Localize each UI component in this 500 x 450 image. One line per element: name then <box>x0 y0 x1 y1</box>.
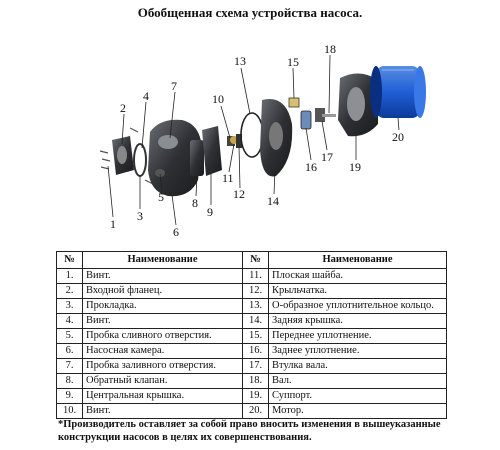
callout-5: 5 <box>158 190 164 204</box>
row-number-left: 8. <box>57 374 83 389</box>
table-row <box>57 374 447 389</box>
header-name-2: Наименование <box>269 252 447 269</box>
row-name-left: Прокладка. <box>83 299 243 314</box>
row-number-right: 13. <box>243 299 269 314</box>
footnote: *Производитель оставляет за собой право вносить изменения в вышеуказанные конструкции насосов в целях их совершенствования. <box>58 419 441 443</box>
callout-20: 20 <box>392 130 404 144</box>
table-row <box>57 389 447 404</box>
o-ring-13 <box>241 113 263 157</box>
row-number-right: 16. <box>243 344 269 359</box>
row-number-right: 18. <box>243 374 269 389</box>
row-name-right: О-образное уплотнительное кольцо. <box>269 299 447 314</box>
parts-table <box>56 251 447 419</box>
row-number-left: 2. <box>57 284 83 299</box>
row-name-left: Винт. <box>83 314 243 329</box>
row-name-right: Мотор. <box>269 404 447 419</box>
callout-11: 11 <box>222 171 234 185</box>
table-row <box>57 284 447 299</box>
row-number-left: 7. <box>57 359 83 374</box>
header-number-1: № <box>57 252 83 269</box>
row-number-right: 11. <box>243 269 269 284</box>
callout-18: 18 <box>324 42 336 56</box>
table-row <box>57 329 447 344</box>
callout-8: 8 <box>192 196 198 210</box>
row-number-right: 19. <box>243 389 269 404</box>
row-name-left: Пробка заливного отверстия. <box>83 359 243 374</box>
table-row <box>57 404 447 419</box>
motor-20 <box>370 66 426 118</box>
row-name-left: Винт. <box>83 269 243 284</box>
table-row <box>57 299 447 314</box>
row-name-right: Крыльчатка. <box>269 284 447 299</box>
check-valve-8 <box>190 140 204 176</box>
callout-7: 7 <box>171 79 177 93</box>
callout-10: 10 <box>212 92 224 106</box>
row-number-right: 17. <box>243 359 269 374</box>
page-title: Обобщенная схема устройства насоса. <box>137 5 363 20</box>
callout-15: 15 <box>287 55 299 69</box>
row-name-left: Винт. <box>83 404 243 419</box>
callout-1: 1 <box>110 217 116 231</box>
row-number-left: 1. <box>57 269 83 284</box>
header-name-1: Наименование <box>83 252 243 269</box>
row-number-right: 12. <box>243 284 269 299</box>
shaft-18 <box>322 114 336 117</box>
row-number-left: 6. <box>57 344 83 359</box>
screw-parts-1 <box>100 151 110 169</box>
row-name-left: Обратный клапан. <box>83 374 243 389</box>
row-name-right: Переднее уплотнение. <box>269 329 447 344</box>
table-row <box>57 344 447 359</box>
callout-14: 14 <box>267 194 279 208</box>
row-number-left: 10. <box>57 404 83 419</box>
header-number-2: № <box>243 252 269 269</box>
row-name-right: Плоская шайба. <box>269 269 447 284</box>
row-number-right: 15. <box>243 329 269 344</box>
row-number-left: 3. <box>57 299 83 314</box>
callout-12: 12 <box>233 187 245 201</box>
row-name-right: Заднее уплотнение. <box>269 344 447 359</box>
callout-4: 4 <box>143 89 149 103</box>
row-name-left: Центральная крышка. <box>83 389 243 404</box>
table-row <box>57 314 447 329</box>
row-name-left: Насосная камера. <box>83 344 243 359</box>
gasket-3 <box>134 144 146 176</box>
table-header-row <box>57 252 447 269</box>
central-cover-9 <box>202 126 222 176</box>
row-name-left: Пробка сливного отверстия. <box>83 329 243 344</box>
row-number-left: 9. <box>57 389 83 404</box>
callout-6: 6 <box>173 225 179 239</box>
callout-19: 19 <box>349 160 361 174</box>
row-name-left: Входной фланец. <box>83 284 243 299</box>
callout-3: 3 <box>137 209 143 223</box>
row-name-right: Суппорт. <box>269 389 447 404</box>
callout-13: 13 <box>234 54 246 68</box>
exploded-pump-diagram <box>0 20 500 248</box>
callout-16: 16 <box>305 160 317 174</box>
row-name-right: Втулка вала. <box>269 359 447 374</box>
callout-2: 2 <box>120 101 126 115</box>
callout-9: 9 <box>207 205 213 219</box>
table-row <box>57 359 447 374</box>
row-number-right: 14. <box>243 314 269 329</box>
row-number-left: 5. <box>57 329 83 344</box>
callout-17: 17 <box>321 150 333 164</box>
row-number-left: 4. <box>57 314 83 329</box>
table-row <box>57 269 447 284</box>
rear-seal-16 <box>301 111 311 129</box>
row-name-right: Задняя крышка. <box>269 314 447 329</box>
row-number-right: 20. <box>243 404 269 419</box>
row-name-right: Вал. <box>269 374 447 389</box>
front-seal-15 <box>289 98 299 107</box>
